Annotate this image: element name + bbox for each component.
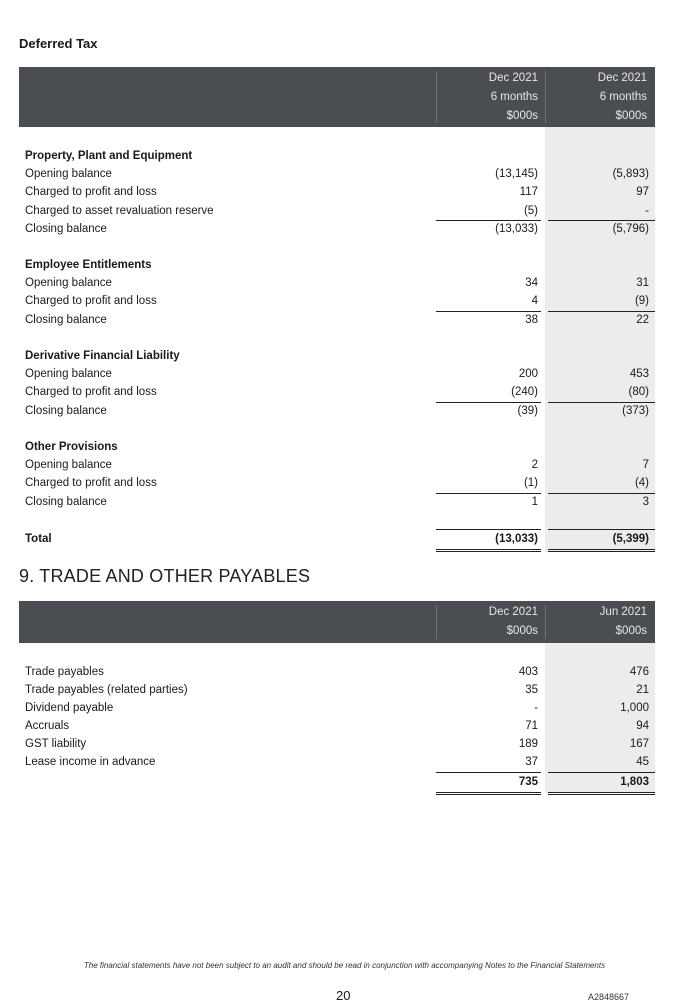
row-value-current: 37 [525,756,538,768]
row-value-comparative: 31 [636,277,649,289]
header-divider [436,71,437,123]
col2-header-line1: Jun 2021 [599,606,647,618]
total-double-rule [548,551,655,552]
row-label: Trade payables (related parties) [25,684,188,696]
row-value-comparative: - [645,205,649,217]
row-label: Trade payables [25,666,104,678]
row-value-comparative: 21 [636,684,649,696]
table-row [19,475,655,493]
row-value-comparative: (4) [634,477,649,489]
row-value-comparative: (373) [622,405,649,417]
table-row [19,184,655,202]
row-label: Accruals [25,720,70,732]
row-value-current: 35 [525,684,538,696]
row-value-current: - [534,702,538,714]
col2-header-line2: $000s [615,625,647,637]
row-label: Closing balance [25,405,107,417]
total-double-rule [436,792,541,793]
total-rule [548,529,655,530]
table-row [19,403,655,421]
row-label: Opening balance [25,368,112,380]
table-row [19,293,655,311]
total-double-rule [548,549,655,550]
total-row [19,774,655,792]
table-row [19,754,655,772]
table-row [19,457,655,475]
row-value-current: 34 [525,277,538,289]
row-value-current: 117 [519,186,538,198]
page-number: 20 [336,988,351,1003]
table-row [19,275,655,293]
total-row [19,531,655,549]
table-row [19,312,655,330]
group-heading: Other Provisions [25,441,118,453]
row-value-comparative: 167 [629,738,649,750]
total-rule [436,772,541,773]
row-label: Closing balance [25,314,107,326]
col2-header-line3: $000s [615,110,647,122]
table-row [19,366,655,384]
total-double-rule [436,551,541,552]
row-value-comparative: 22 [636,314,649,326]
total-double-rule [548,792,655,793]
row-label: Charged to profit and loss [25,186,157,198]
row-value-comparative: (5,796) [612,223,649,235]
row-value-comparative: 3 [642,496,649,508]
row-value-comparative: 476 [629,666,649,678]
group-heading: Employee Entitlements [25,259,152,271]
row-value-comparative: 45 [636,756,649,768]
row-value-current: 403 [518,666,538,678]
total-double-rule [548,794,655,795]
table-row [19,700,655,718]
table-row [19,221,655,239]
header-divider [545,71,546,123]
row-label: Closing balance [25,496,107,508]
row-value-current: 38 [525,314,538,326]
total-value-current: (13,033) [495,533,538,545]
group-heading-row [19,257,655,275]
total-rule [436,529,541,530]
table-row [19,494,655,512]
row-label: Dividend payable [25,702,114,714]
row-value-current: 4 [531,295,538,307]
row-value-comparative: 453 [629,368,649,380]
header-divider [436,605,437,639]
section-title-deferred-tax: Deferred Tax [19,36,98,51]
total-value-comparative: (5,399) [612,533,649,545]
header-divider [545,605,546,639]
table-row [19,736,655,754]
col1-header-line2: $000s [506,625,538,637]
table-row [19,682,655,700]
row-value-current: (39) [517,405,538,417]
row-value-comparative: 97 [636,186,649,198]
group-heading: Derivative Financial Liability [25,350,180,362]
row-value-current: (13,033) [495,223,538,235]
col1-header-line3: $000s [506,110,538,122]
row-value-comparative: (80) [628,386,649,398]
row-value-current: 189 [518,738,538,750]
row-value-comparative: (9) [634,295,649,307]
col2-header-line2: 6 months [599,91,647,103]
table-row [19,166,655,184]
row-value-current: (240) [511,386,538,398]
row-value-current: 2 [531,459,538,471]
row-label: Opening balance [25,168,112,180]
group-heading-row [19,148,655,166]
col1-header-line1: Dec 2021 [488,606,538,618]
total-label: Total [25,533,52,545]
total-value-current: 735 [518,776,538,788]
row-label: Opening balance [25,459,112,471]
total-rule [548,772,655,773]
total-double-rule [436,549,541,550]
section-title-trade-payables: 9. TRADE AND OTHER PAYABLES [19,566,311,586]
row-label: Charged to profit and loss [25,477,157,489]
group-heading-row [19,439,655,457]
group-heading-row [19,348,655,366]
col2-header-line1: Dec 2021 [597,72,647,84]
row-value-comparative: 94 [636,720,649,732]
payables-header-bar [19,601,655,643]
row-value-current: 1 [531,496,538,508]
row-label: Closing balance [25,223,107,235]
total-double-rule [436,794,541,795]
row-value-current: (1) [523,477,538,489]
table-row [19,384,655,402]
row-label: Charged to profit and loss [25,295,157,307]
table-row [19,664,655,682]
row-label: GST liability [25,738,87,750]
row-value-current: (5) [523,205,538,217]
col1-header-line2: 6 months [490,91,538,103]
document-id: A2848667 [588,992,630,1002]
table-row [19,718,655,736]
table-row [19,203,655,221]
row-value-comparative: 7 [642,459,649,471]
col1-header-line1: Dec 2021 [488,72,538,84]
deferred-tax-header-bar [19,67,655,127]
row-value-current: (13,145) [495,168,538,180]
group-heading: Property, Plant and Equipment [25,150,193,162]
row-value-comparative: (5,893) [612,168,649,180]
row-value-comparative: 1,000 [620,702,649,714]
row-label: Opening balance [25,277,112,289]
footer-disclaimer: The financial statements have not been subject to an audit and should be read in conjunction with accompanying Notes to the Financial Statements [83,961,606,970]
row-label: Charged to profit and loss [25,386,157,398]
row-value-current: 200 [518,368,538,380]
total-value-comparative: 1,803 [620,776,649,788]
row-value-current: 71 [525,720,538,732]
row-label: Charged to asset revaluation reserve [25,205,214,217]
row-label: Lease income in advance [25,756,156,768]
